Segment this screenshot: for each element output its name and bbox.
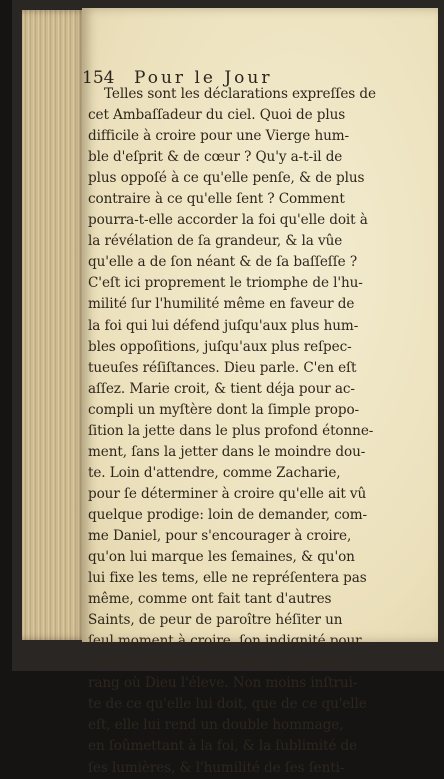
text-line: tueuſes réſiſtances. Dieu parle. C'en eſt [88,359,357,376]
text-line: pour ſe déterminer à croire qu'elle ait vû [88,485,367,502]
text-line: contraire à ce qu'elle ſent ? Comment [88,191,345,208]
text-line: ſes lumières, & l'humilité de ſes ſenti- [88,759,345,776]
text-line: rang où Dieu l'éleve. Non moins inſtrui- [88,675,358,692]
text-line: quelque prodige: loin de demander, com- [88,506,368,523]
text-line: difficile à croire pour une Vierge hum- [88,128,350,145]
text-line: même, comme ont fait tant d'autres [88,591,332,608]
text-line: me Daniel, pour s'encourager à croire, [88,527,352,544]
text-line: pourra-t-elle accorder la foi qu'elle doit à [88,212,368,229]
text-line: en ſoûmettant à la foi, & la ſublimité de [88,738,358,755]
text-line: la révélation de ſa grandeur, & la vûe [88,233,343,250]
text-line: C'eſt ici proprement le triomphe de l'hu- [88,275,363,292]
text-line: te de ce qu'elle lui doit, que de ce qu'elle [88,696,367,713]
text-line: la foi qui lui défend juſqu'aux plus hum- [88,317,359,334]
body-text [88,84,416,779]
text-line: milité ſur l'humilité même en faveur de [88,296,355,313]
text-line: Telles sont les déclarations expreſſes de [104,86,376,102]
text-line: ſeul moment à croire, ſon indignité pour [88,633,362,650]
text-line: ble d'eſprit & de cœur ? Qu'y a-t-il de [88,149,343,166]
text-line: qu'elle a de ſon néant & de ſa baſſeſſe ? [88,254,358,271]
text-line: qu'on lui marque les ſemaines, & qu'on [88,549,355,566]
page-edges [22,10,86,640]
page-number: 154 [82,68,115,88]
text-line: lui fixe les tems, elle ne repréſentera pas [88,570,367,587]
text-line: l'emploi dont Dieu la charge, & pour le [88,654,354,671]
text-line: Saints, de peur de paroître héſiter un [88,612,343,629]
text-line: compli un myſtère dont la ſimple propo- [88,401,360,418]
text-line: bles oppoſitions, juſqu'aux plus reſpec- [88,338,352,355]
text-line: cet Ambaſſadeur du ciel. Quoi de plus [88,107,346,124]
text-line: aſſez. Marie croit, & tient déja pour ac- [88,380,355,397]
text-line: ment, ſans la jetter dans le moindre dou- [88,443,366,460]
text-line: te. Loin d'attendre, comme Zacharie, [88,464,341,481]
running-head: Pour le Jour [134,68,273,88]
text-line: ſition la jette dans le plus profond étonne- [88,422,374,439]
text-line: eſt, elle lui rend un double hommage, [88,717,344,734]
text-line: plus oppoſé à ce qu'elle penſe, & de plus [88,170,365,187]
